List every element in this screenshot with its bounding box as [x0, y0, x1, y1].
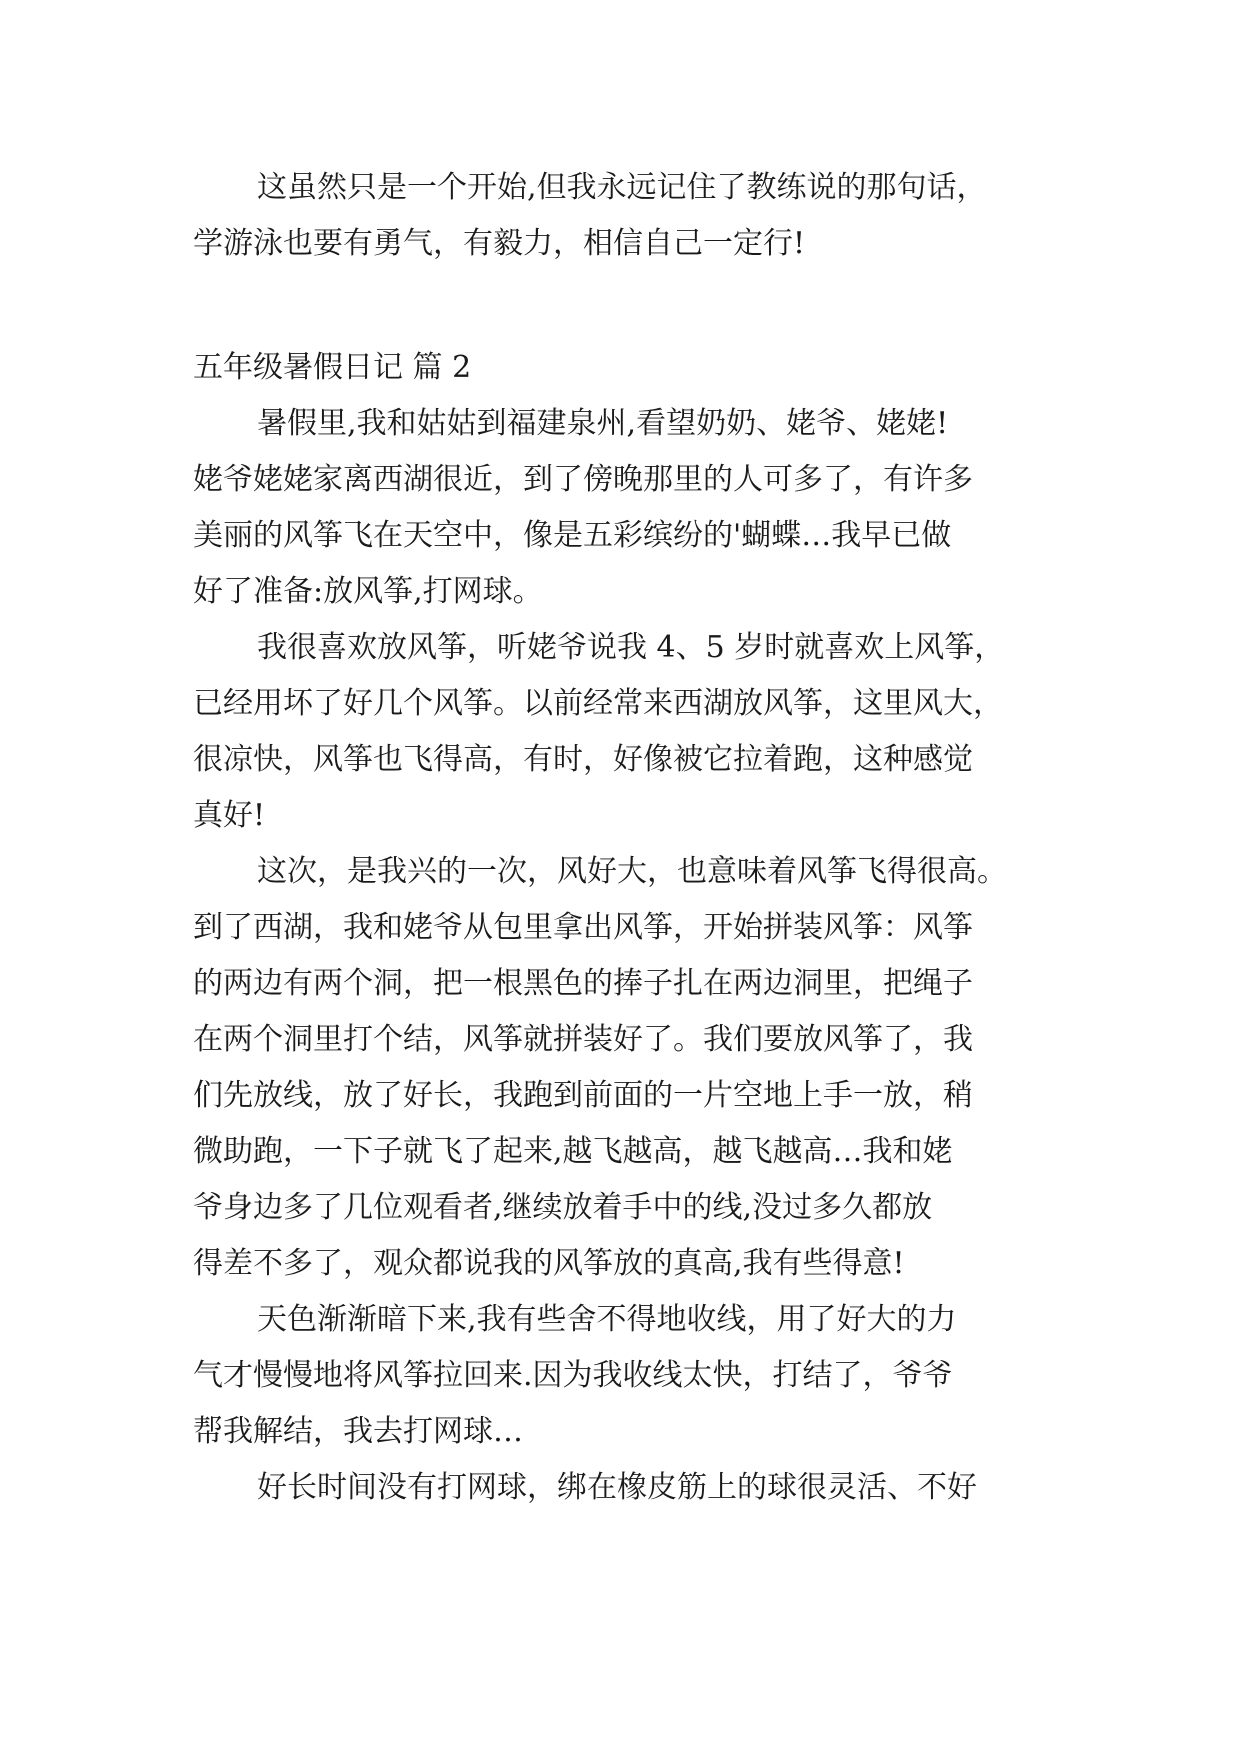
document-body [193, 160, 1063, 1516]
text-line: 到了西湖，我和姥爷从包里拿出风筝，开始拼装风筝：风筝 [193, 910, 973, 945]
text-line: 得差不多了，观众都说我的风筝放的真高,我有些得意! [193, 1246, 905, 1281]
text-line: 天色渐渐暗下来,我有些舍不得地收线，用了好大的力 [257, 1302, 957, 1337]
text-line: 的两边有两个洞，把一根黑色的捧子扎在两边洞里，把绳子 [193, 966, 973, 1001]
text-line: 美丽的风筝飞在天空中，像是五彩缤纷的'蝴蝶…我早已做 [193, 518, 952, 553]
text-line: 学游泳也要有勇气，有毅力，相信自己一定行! [193, 226, 806, 261]
text-line: 爷身边多了几位观看者,继续放着手中的线,没过多久都放 [193, 1190, 933, 1225]
text-line: 这次，是我兴的一次，风好大，也意味着风筝飞得很高。 [257, 854, 1007, 889]
text-line: 很凉快，风筝也飞得高，有时，好像被它拉着跑，这种感觉 [193, 742, 973, 777]
text-line: 这虽然只是一个开始,但我永远记住了教练说的那句话， [257, 170, 987, 205]
text-line: 姥爷姥姥家离西湖很近，到了傍晚那里的人可多了，有许多 [193, 462, 973, 497]
text-line: 帮我解结，我去打网球… [193, 1414, 523, 1449]
paragraph-1 [193, 160, 1063, 272]
text-line: 真好! [193, 798, 266, 833]
text-line: 我很喜欢放风筝，听姥爷说我 4、5 岁时就喜欢上风筝， [257, 630, 1005, 665]
text-line: 好长时间没有打网球，绑在橡皮筋上的球很灵活、不好 [257, 1470, 977, 1505]
paragraph-6 [193, 1460, 1063, 1516]
text-line: 们先放线，放了好长，我跑到前面的一片空地上手一放，稍 [193, 1078, 973, 1113]
text-line: 气才慢慢地将风筝拉回来.因为我收线太快，打结了，爷爷 [193, 1358, 953, 1393]
text-line: 在两个洞里打个结，风筝就拼装好了。我们要放风筝了，我 [193, 1022, 973, 1057]
paragraph-3 [193, 620, 1063, 844]
text-line: 微助跑，一下子就飞了起来,越飞越高，越飞越高…我和姥 [193, 1134, 953, 1169]
paragraph-4 [193, 844, 1063, 1292]
text-line: 暑假里,我和姑姑到福建泉州,看望奶奶、姥爷、姥姥! [257, 406, 949, 441]
section-heading: 五年级暑假日记 篇 2 [193, 350, 472, 385]
paragraph-5 [193, 1292, 1063, 1460]
text-line: 已经用坏了好几个风筝。以前经常来西湖放风筝，这里风大， [193, 686, 1003, 721]
paragraph-2 [193, 396, 1063, 620]
text-line: 好了准备:放风筝,打网球。 [193, 574, 543, 609]
